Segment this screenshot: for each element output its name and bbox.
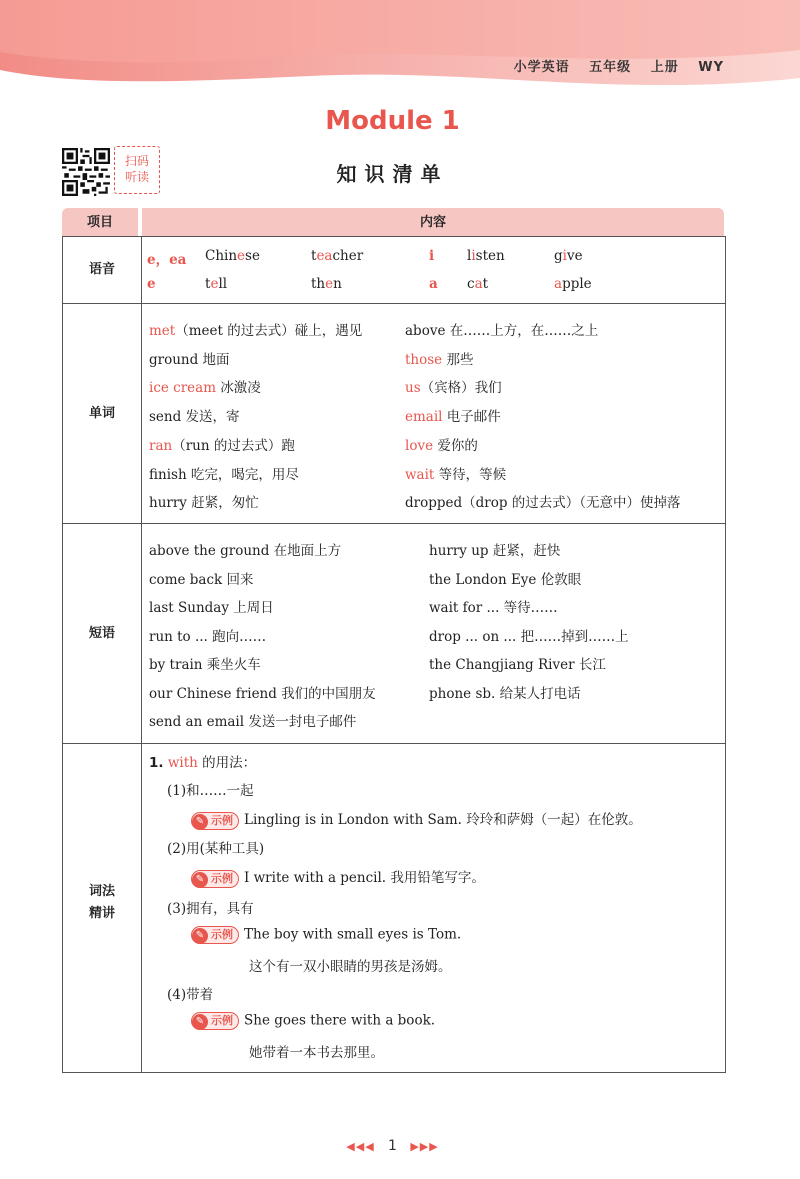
phrase-entry: phone sb. 给某人打电话 bbox=[429, 685, 581, 702]
phrase-entry: come back 回来 bbox=[149, 571, 254, 588]
phonics-word: Chinese bbox=[205, 248, 260, 264]
vocab-entry bbox=[149, 405, 240, 425]
vocab-word: hurry bbox=[149, 495, 187, 512]
vocab-word: ground bbox=[149, 351, 199, 368]
vocab-meaning: （drop 的过去式）（无意中）使掉落 bbox=[462, 495, 681, 512]
vocab-entry bbox=[405, 434, 478, 454]
example-translation: 这个有一双小眼睛的男孩是汤姆。 bbox=[249, 959, 452, 975]
vocab-word: us bbox=[405, 380, 421, 397]
vocab-entry bbox=[405, 463, 506, 483]
vocab-word: send bbox=[149, 409, 182, 426]
vocab-entry bbox=[149, 491, 259, 511]
example-badge bbox=[191, 1012, 239, 1030]
grammar-heading: 1. with 的用法： bbox=[149, 755, 257, 771]
scan-listen-label bbox=[114, 146, 160, 194]
page-subtitle: 知识清单 bbox=[336, 162, 449, 186]
column-header-content: 内容 bbox=[142, 208, 724, 236]
vocab-meaning: （宾格）我们 bbox=[420, 380, 502, 397]
example-text: She goes there with a book. bbox=[244, 1012, 436, 1029]
vocab-entry bbox=[405, 405, 501, 425]
right-arrows-icon: ▶▶▶ bbox=[410, 1140, 439, 1153]
vocab-word: finish bbox=[149, 466, 187, 483]
vocab-meaning: 地面 bbox=[198, 351, 230, 368]
header-book-info bbox=[500, 56, 724, 75]
vocab-word: above bbox=[405, 323, 446, 339]
vocab-meaning: 那些 bbox=[442, 351, 474, 368]
row-divider bbox=[63, 523, 725, 524]
scan-label-line2: 听读 bbox=[124, 170, 149, 184]
header-volume: 上册 bbox=[650, 60, 679, 75]
phrase-entry: by train 乘坐火车 bbox=[149, 657, 261, 673]
phrase-entry: run to ... 跑向…… bbox=[149, 628, 267, 645]
vocab-meaning: （run 的过去式）跑 bbox=[172, 437, 295, 454]
vocab-meaning: 吃完，喝完，用尽 bbox=[186, 466, 299, 483]
vocab-meaning: 电子邮件 bbox=[442, 409, 501, 426]
module-title: Module 1 bbox=[325, 106, 460, 136]
vocab-word: ice cream bbox=[149, 380, 217, 397]
table-header bbox=[62, 208, 724, 236]
vocab-meaning: 在……上方，在……之上 bbox=[445, 323, 599, 339]
vocab-word: dropped bbox=[405, 495, 463, 512]
vocab-word: email bbox=[405, 409, 443, 426]
example-sentence bbox=[191, 926, 461, 944]
vocab-entry bbox=[405, 491, 681, 511]
grammar-label-line1: 词法 bbox=[88, 884, 115, 899]
vocab-meaning: 赶紧，匆忙 bbox=[186, 495, 259, 512]
vocab-entry bbox=[405, 319, 598, 339]
vocab-entry bbox=[149, 319, 362, 339]
vocab-entry bbox=[149, 434, 295, 454]
phonics-word: teacher bbox=[311, 248, 364, 264]
phonics-word: then bbox=[311, 276, 342, 292]
page-header bbox=[0, 0, 800, 110]
pen-icon: ✎ bbox=[192, 1014, 208, 1030]
row-label-phonics: 语音 bbox=[88, 262, 115, 277]
grammar-label-line2: 精讲 bbox=[88, 906, 115, 921]
column-header-item: 项目 bbox=[62, 208, 138, 236]
row-label-grammar bbox=[63, 881, 141, 925]
phonics-letters: e，ea bbox=[147, 252, 187, 268]
grammar-usage-title: (1)和……一起 bbox=[167, 783, 254, 799]
pen-icon: ✎ bbox=[192, 928, 208, 944]
row-divider bbox=[63, 303, 725, 304]
vocab-word: love bbox=[405, 437, 434, 454]
example-badge-label: 示例 bbox=[211, 871, 233, 885]
phrase-entry: above the ground 在地面上方 bbox=[149, 543, 342, 559]
example-sentence bbox=[191, 866, 485, 888]
phonics-word: cat bbox=[467, 276, 489, 292]
example-badge bbox=[191, 812, 239, 830]
phonics-word: listen bbox=[467, 248, 505, 264]
example-badge bbox=[191, 870, 239, 888]
phrase-entry: the Changjiang River 长江 bbox=[429, 657, 606, 673]
grammar-usage-title: (3)拥有，具有 bbox=[167, 901, 254, 917]
vocab-entry bbox=[405, 348, 473, 368]
grammar-usage-title: (2)用(某种工具) bbox=[167, 841, 265, 857]
vocab-entry bbox=[405, 376, 502, 396]
phonics-letters: e bbox=[147, 276, 156, 292]
phonics-word: apple bbox=[554, 276, 592, 292]
vocab-meaning: 发送，寄 bbox=[181, 409, 240, 426]
page-footer bbox=[0, 1138, 785, 1154]
vocab-meaning: 冰激凌 bbox=[216, 380, 261, 397]
phonics-letters: a bbox=[429, 276, 438, 292]
example-badge bbox=[191, 926, 239, 944]
example-translation: 她带着一本书去那里。 bbox=[249, 1045, 384, 1061]
phrase-entry: our Chinese friend 我们的中国朋友 bbox=[149, 685, 376, 702]
vocab-word: those bbox=[405, 351, 443, 368]
phrase-entry: drop ... on ... 把……掉到……上 bbox=[429, 628, 629, 645]
example-text: The boy with small eyes is Tom. bbox=[244, 926, 462, 943]
vocab-meaning: 爱你的 bbox=[433, 437, 478, 454]
vocab-entry bbox=[149, 376, 261, 396]
phonics-letters: i bbox=[429, 248, 435, 264]
phrase-entry: the London Eye 伦敦眼 bbox=[429, 571, 582, 588]
example-text: Lingling is in London with Sam. 玲玲和萨姆（一起）在伦敦。 bbox=[244, 812, 642, 828]
example-text: I write with a pencil. 我用铅笔写字。 bbox=[244, 870, 485, 886]
header-edition: WY bbox=[698, 60, 724, 75]
example-badge-label: 示例 bbox=[211, 1014, 233, 1027]
header-wave-shape bbox=[0, 0, 800, 110]
header-subject: 小学英语 bbox=[513, 60, 570, 75]
pen-icon: ✎ bbox=[192, 814, 208, 830]
pen-icon: ✎ bbox=[192, 872, 208, 888]
qr-code-icon[interactable] bbox=[62, 148, 110, 196]
row-label-phrases: 短语 bbox=[88, 626, 115, 641]
vocab-word: wait bbox=[405, 466, 435, 483]
example-badge-label: 示例 bbox=[211, 813, 233, 827]
phrase-entry: last Sunday 上周日 bbox=[149, 600, 274, 616]
row-label-vocab: 单词 bbox=[88, 406, 115, 421]
example-badge-label: 示例 bbox=[211, 928, 233, 941]
vocab-entry bbox=[149, 463, 299, 483]
example-sentence bbox=[191, 1012, 435, 1030]
page-number: 1 bbox=[388, 1138, 397, 1154]
phrase-entry: hurry up 赶紧，赶快 bbox=[429, 543, 561, 559]
example-sentence bbox=[191, 808, 642, 830]
phrase-entry: send an email 发送一封电子邮件 bbox=[149, 714, 357, 730]
knowledge-table bbox=[62, 236, 726, 1073]
phonics-word: tell bbox=[205, 276, 228, 292]
vocab-meaning: 等待，等候 bbox=[434, 466, 507, 483]
grammar-usage-title: (4)带着 bbox=[167, 987, 214, 1003]
vocab-entry bbox=[149, 348, 230, 368]
vocab-meaning: （meet 的过去式）碰上，遇见 bbox=[175, 323, 363, 339]
vocab-word: ran bbox=[149, 437, 173, 454]
column-divider bbox=[141, 237, 142, 1072]
row-divider bbox=[63, 743, 725, 744]
vocab-word: met bbox=[149, 323, 176, 339]
phrase-entry: wait for ... 等待…… bbox=[429, 600, 558, 616]
scan-label-line1: 扫码 bbox=[124, 154, 149, 168]
left-arrows-icon: ◀◀◀ bbox=[346, 1140, 375, 1153]
phonics-word: give bbox=[554, 248, 583, 264]
header-grade: 五年级 bbox=[589, 60, 632, 75]
